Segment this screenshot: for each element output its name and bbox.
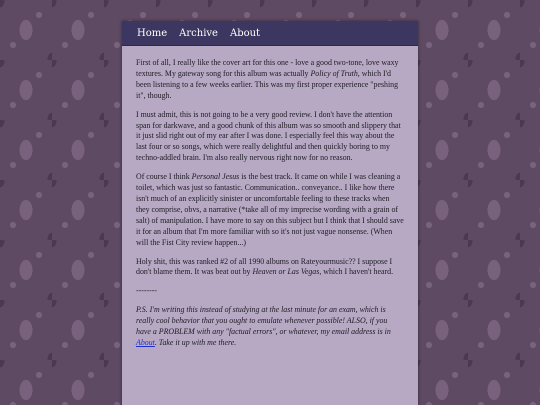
postscript: P.S. I'm writing this instead of studying at the last minute for an exam, which is really cool behavior that you ought to emulate whenever possible! ALSO, if you have a PROBLEM with any "factual errors", or whatever, my email address is in About. Take it up with me there. (136, 305, 391, 347)
page-container (122, 21, 418, 405)
top-nav (122, 21, 418, 46)
song-title: Personal Jesus (191, 172, 240, 182)
post-paragraph-1: First of all, I really like the cover art for this one - love a good two-tone, love waxy textures. My gateway song for this album was actually Policy of Truth, which I'd been listening to a few weeks earlier. This was my first proper experience "peshing it", though. (136, 58, 399, 100)
nav-home-link[interactable]: Home (137, 27, 168, 39)
post-body (122, 46, 418, 349)
post-paragraph-4: Holy shit, this was ranked #2 of all 1990 albums on Rateyourmusic?? I suppose I don't blame them. It was beat out by Heaven or Las Vegas, which I haven't heard. (136, 256, 394, 277)
post-divider: -------- (136, 286, 158, 296)
album-title: Heaven or Las Vegas (252, 267, 320, 277)
nav-archive-link[interactable]: Archive (179, 27, 218, 39)
about-link[interactable]: About (136, 337, 155, 347)
post-paragraph-3: Of course I think Personal Jesus is the best track. It came on while I was cleaning a toilet, which was just so fantastic. Communication.. conveyance.. I like how there isn't much of an explicitly sinister or uncomfortable feeling to these tracks when they comprise, obvs, a narrative (*take all of my imprecise wording with a grain of salt) of manipulation. I have more to say on this subject but I think that I should save it for an album that I'm more familiar with so it's not just vague nonsense. (When will the Fist City review happen...) (136, 172, 404, 247)
post-paragraph-2: I must admit, this is not going to be a very good review. I don't have the attention span for darkwave, and a good chunk of this album was so smooth and slippery that it just slid right out of my ear after I was done. I especially feel this way about the last four or so songs, which were really delightful and then quickly boring to my techno-addled brain. I'm also really nervous right now for no reason. (136, 109, 401, 163)
nav-about-link[interactable]: About (229, 27, 261, 39)
song-title: Policy of Truth (310, 68, 358, 78)
